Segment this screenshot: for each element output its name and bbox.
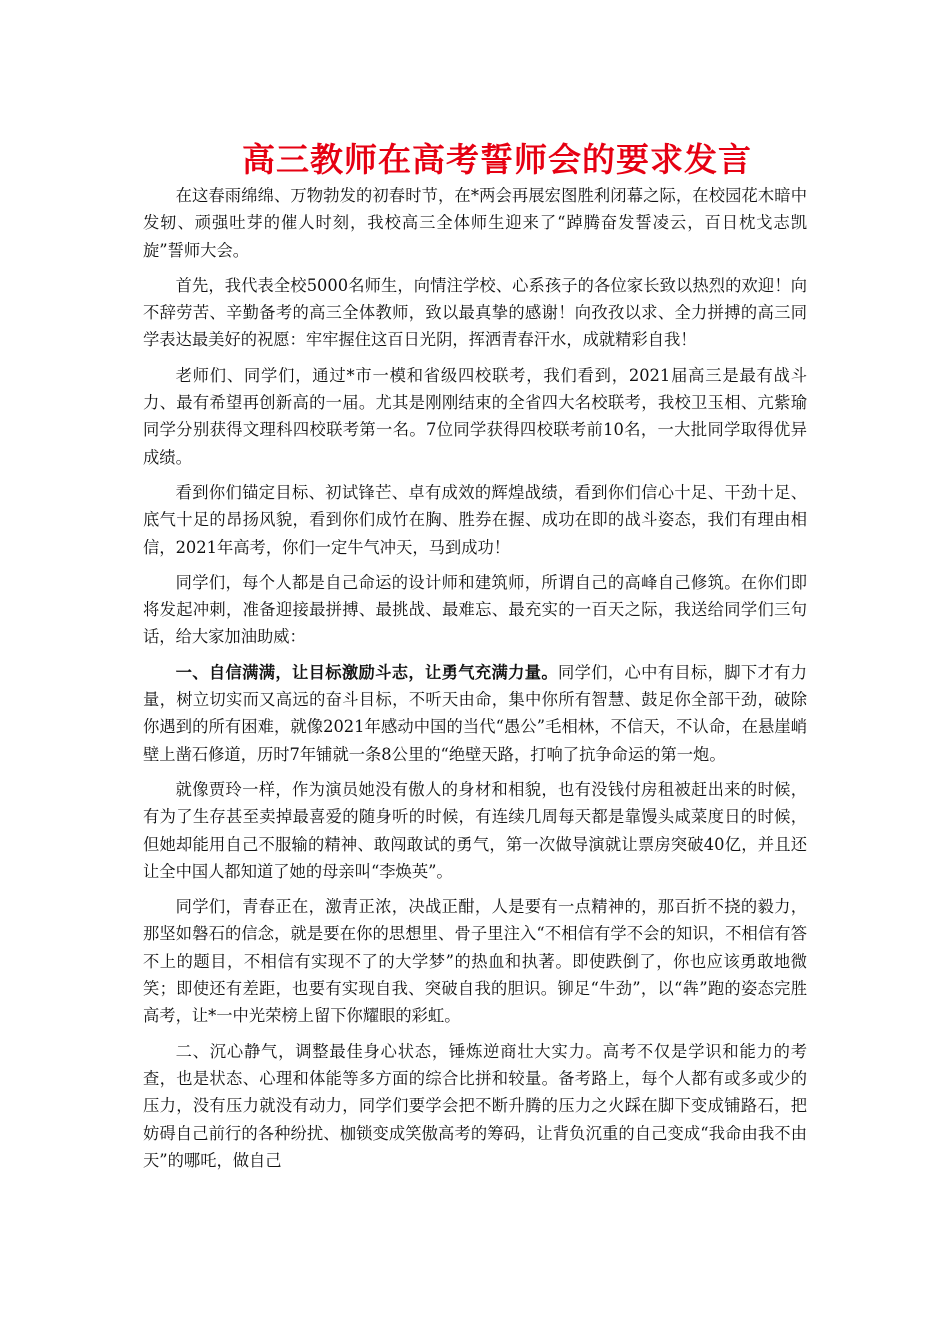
- section-heading-1: 一、自信满满，让目标激励斗志，让勇气充满力量。: [175, 662, 558, 682]
- paragraph-4: 看到你们锚定目标、初试锋芒、卓有成效的辉煌战绩，看到你们信心十足、干劲十足、底气十足的昂扬风貌，看到你们成竹在胸、胜券在握、成功在即的战斗姿态，我们有理由相信，2021年高考，你们一定牛气冲天，马到成功！: [143, 482, 807, 557]
- paragraph-5: 同学们，每个人都是自己命运的设计师和建筑师，所谓自己的高峰自己修筑。在你们即将发起冲刺，准备迎接最拼搏、最挑战、最难忘、最充实的一百天之际，我送给同学们三句话，给大家加油助威：: [143, 572, 807, 647]
- paragraph-2: 首先，我代表全校5000名师生，向情注学校、心系孩子的各位家长致以热烈的欢迎！向不辞劳苦、辛勤备考的高三全体教师，致以最真挚的感谢！向孜孜以求、全力拼搏的高三同学表达最美好的祝愿：牢牢握住这百日光阴，挥洒青春汗水，成就精彩自我！: [143, 275, 807, 350]
- paragraph-1: 在这春雨绵绵、万物勃发的初春时节，在*两会再展宏图胜利闭幕之际，在校园花木暗中发轫、顽强吐芽的催人时刻，我校高三全体师生迎来了“踔腾奋发誓凌云，百日枕戈志凯旋”誓师大会。: [143, 186, 807, 260]
- paragraph-8: 同学们，青春正在，激青正浓，决战正酣，人是要有一点精神的，那百折不挠的毅力，那坚如磐石的信念，就是要在你的思想里、骨子里注入“不相信有学不会的知识，不相信有答不上的题目，不相信有实现不了的大学梦”的热血和执著。即使跌倒了，你也应该勇敢地微笑；即使还有差距，也要有实现自我、突破自我的胆识。铆足“牛劲”，以“犇”跑的姿态完胜高考，让*一中光荣榜上留下你耀眼的彩虹。: [143, 897, 807, 1026]
- paragraph-3: 老师们、同学们，通过*市一模和省级四校联考，我们看到，2021届高三是最有战斗力、最有希望再创新高的一届。尤其是刚刚结束的全省四大名校联考，我校卫玉相、亢紫瑜同学分别获得文理科四校联考第一名。7位同学获得四校联考前10名，一大批同学取得优异成绩。: [143, 365, 807, 467]
- paragraph-7: 就像贾玲一样，作为演员她没有傲人的身材和相貌，也有没钱付房租被赶出来的时候，有为了生存甚至卖掉最喜爱的随身听的时候，有连续几周每天都是靠馒头咸菜度日的时候，但她却能用自己不服输的精神、敢闯敢试的勇气，第一次做导演就让票房突破40亿，并且还让全中国人都知道了她的母亲叫“李焕英”。: [143, 779, 807, 881]
- document-title: 高三教师在高考誓师会的要求发言: [242, 140, 752, 179]
- paragraph-9: 二、沉心静气，调整最佳身心状态，锤炼逆商壮大实力。高考不仅是学识和能力的考查，也是状态、心理和体能等多方面的综合比拼和较量。备考路上，每个人都有或多或少的压力，没有压力就没有动力，同学们要学会把不断升腾的压力之火踩在脚下变成铺路石，把妨碍自己前行的各种纷扰、枷锁变成笑傲高考的筹码，让背负沉重的自己变成“我命由我不由天”的哪吒，做自己: [143, 1041, 807, 1170]
- paragraph-6-text: 同学们，心中有目标，脚下才有力量，树立切实而又高远的奋斗目标，不听天由命，集中你所有智慧、鼓足你全部干劲，破除你遇到的所有困难，就像2021年感动中国的当代“愚公”毛相林，不信天，不认命，在悬崖峭壁上凿石修道，历时7年铺就一条8公里的“绝壁天路，打响了抗争命运的第一炮。: [143, 662, 807, 764]
- paragraph-6: [143, 659, 807, 768]
- document-body: [143, 182, 807, 1182]
